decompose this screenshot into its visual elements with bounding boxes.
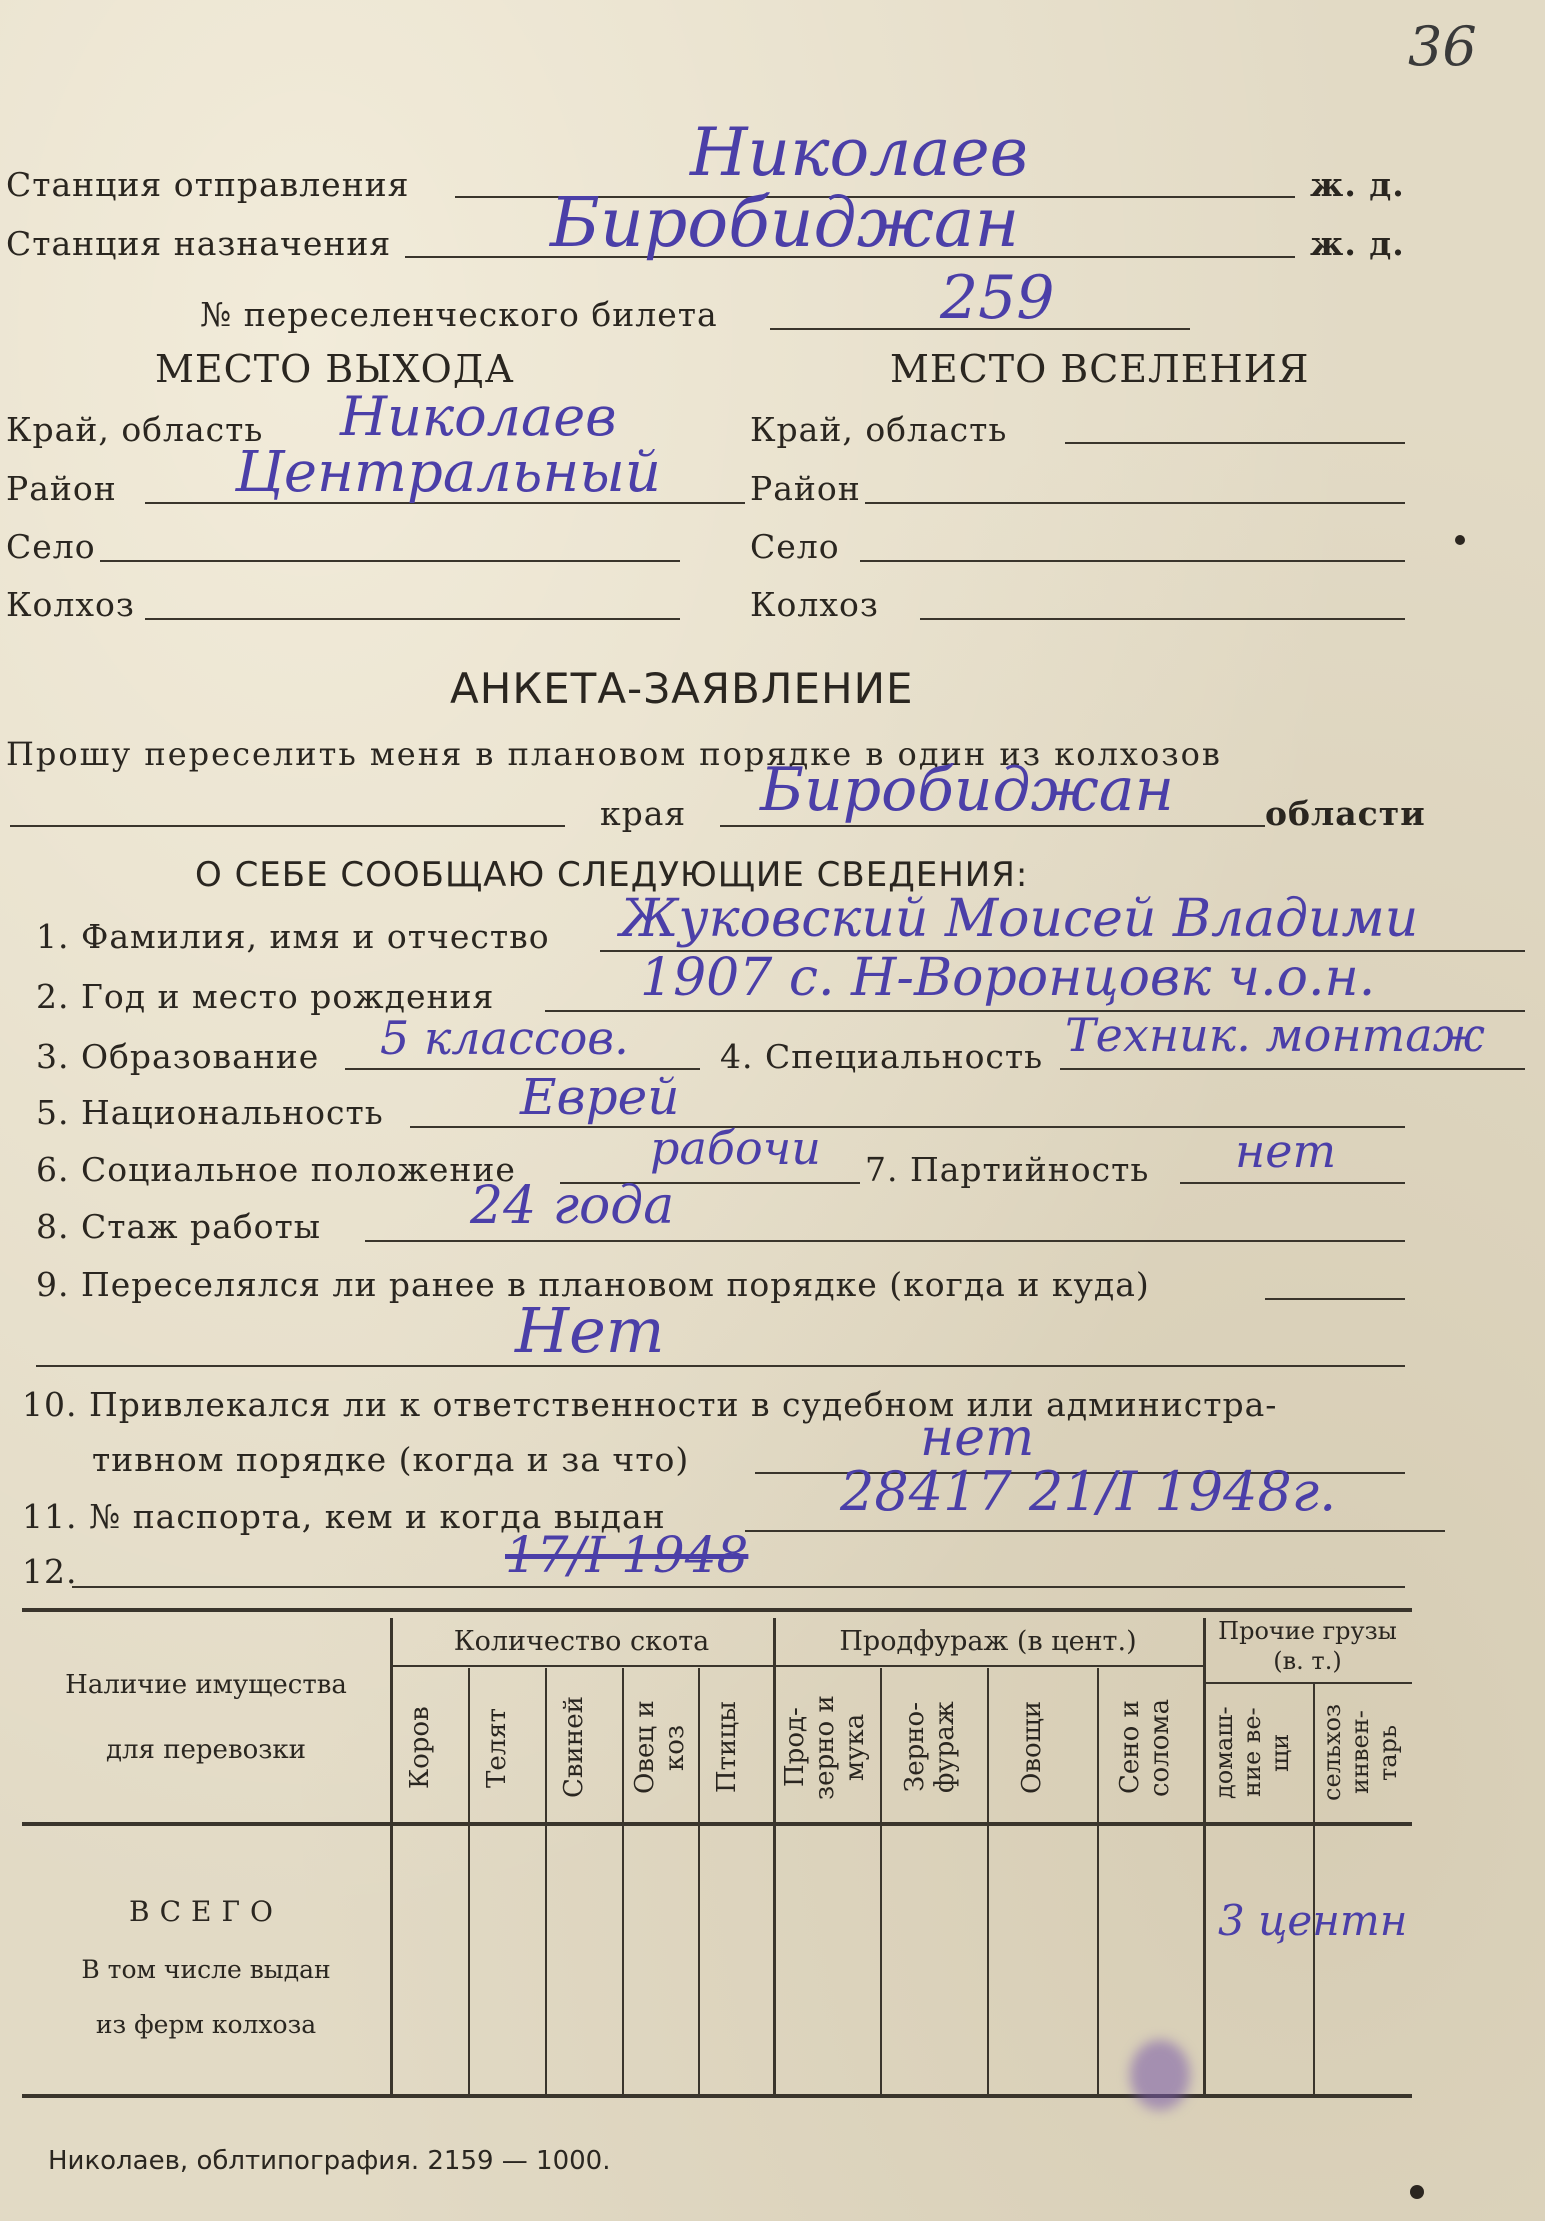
fodder-group-header: Продфураж (в цент.) bbox=[839, 1626, 1137, 1657]
punch-hole bbox=[1410, 2185, 1424, 2199]
livestock-group-line bbox=[390, 1665, 773, 1667]
entry-region-line bbox=[1065, 442, 1405, 444]
table-col-divider bbox=[545, 1668, 547, 2094]
field-5-value: Еврей bbox=[520, 1068, 680, 1126]
entry-heading: МЕСТО ВСЕЛЕНИЯ bbox=[890, 347, 1310, 391]
field-8-value: 24 года bbox=[470, 1176, 675, 1236]
field-2-label: 2. Год и место рождения bbox=[36, 977, 495, 1016]
col-fodder-grain: Зерно- фураж bbox=[900, 1701, 960, 1794]
col-poultry: Птицы bbox=[712, 1701, 742, 1794]
table-col-divider bbox=[622, 1668, 624, 2094]
exit-district-label: Район bbox=[6, 469, 117, 508]
table-col-divider bbox=[698, 1668, 700, 2094]
table-col-divider bbox=[468, 1668, 470, 2094]
destination-railway: ж. д. bbox=[1310, 224, 1405, 263]
table-col-divider bbox=[987, 1668, 989, 2094]
entry-kolkhoz-label: Колхоз bbox=[750, 585, 879, 624]
field-7-line bbox=[1180, 1182, 1405, 1184]
exit-village-line bbox=[100, 560, 680, 562]
col-calves: Телят bbox=[482, 1707, 512, 1788]
destination-value: Биробиджан bbox=[550, 184, 1020, 263]
table-top-border bbox=[22, 1608, 1412, 1612]
field-7-value: нет bbox=[1235, 1124, 1337, 1178]
field-11-line bbox=[745, 1530, 1445, 1532]
krai-label: края bbox=[600, 794, 687, 833]
oblast-line bbox=[720, 825, 1265, 827]
field-9-value: Нет bbox=[515, 1294, 665, 1367]
departure-railway: ж. д. bbox=[1310, 165, 1405, 204]
request-line: Прошу переселить меня в плановом порядке в один из колхозов bbox=[6, 735, 1222, 773]
field-3-label: 3. Образование bbox=[36, 1037, 320, 1076]
field-12-value: 17/I 1948 bbox=[505, 1526, 749, 1584]
entry-village-line bbox=[860, 560, 1405, 562]
entry-district-line bbox=[865, 502, 1405, 504]
form-title: АНКЕТА-ЗАЯВЛЕНИЕ bbox=[450, 664, 914, 713]
col-farm-tools: сельхоз инвен- тарь bbox=[1318, 1703, 1402, 1802]
field-8-label: 8. Стаж работы bbox=[36, 1207, 322, 1246]
col-pigs: Свиней bbox=[559, 1696, 589, 1799]
field-2-value: 1907 с. Н-Воронцовк ч.о.н. bbox=[640, 948, 1376, 1008]
ticket-value: 259 bbox=[940, 263, 1055, 333]
entry-region-label: Край, область bbox=[750, 410, 1008, 449]
fodder-group-line bbox=[773, 1665, 1203, 1667]
exit-kolkhoz-line bbox=[145, 618, 680, 620]
col-grain-flour: Прод- зерно и мука bbox=[780, 1695, 870, 1800]
total-label: ВСЕГО bbox=[129, 1895, 283, 1928]
field-12-line bbox=[72, 1586, 1405, 1588]
table-col-divider bbox=[1097, 1668, 1099, 2094]
field-11-label: 11. № паспорта, кем и когда выдан bbox=[22, 1497, 666, 1536]
field-7-label: 7. Партийность bbox=[865, 1150, 1150, 1189]
table-col-divider bbox=[390, 1618, 393, 2094]
table-col-divider bbox=[1313, 1682, 1315, 2094]
field-6-label: 6. Социальное положение bbox=[36, 1150, 516, 1189]
oblast-label: области bbox=[1265, 794, 1426, 833]
field-12-label: 12. bbox=[22, 1552, 78, 1591]
field-9-line-2 bbox=[36, 1365, 1405, 1367]
field-4-label: 4. Специальность bbox=[720, 1037, 1044, 1076]
field-3-value: 5 классов. bbox=[380, 1011, 629, 1065]
exit-district-value: Центральный bbox=[235, 440, 661, 505]
col-cows: Коров bbox=[405, 1706, 435, 1789]
krai-line bbox=[10, 825, 565, 827]
table-col-divider bbox=[1203, 1618, 1206, 2094]
field-1-value: Жуковский Моисей Владими bbox=[620, 889, 1419, 949]
field-4-line bbox=[1060, 1068, 1525, 1070]
col-vegetables: Овощи bbox=[1017, 1700, 1047, 1795]
destination-label: Станция назначения bbox=[6, 224, 392, 263]
household-value: 3 центн bbox=[1218, 1896, 1408, 1945]
field-11-value: 28417 21/I 1948г. bbox=[840, 1460, 1337, 1523]
row-header-1: Наличие имущества bbox=[65, 1670, 347, 1700]
col-hay-straw: Сено и солома bbox=[1115, 1698, 1175, 1797]
exit-village-label: Село bbox=[6, 527, 96, 566]
entry-district-label: Район bbox=[750, 469, 861, 508]
incl-label-1: В том числе выдан bbox=[81, 1955, 331, 1984]
ink-stain bbox=[1130, 2040, 1190, 2110]
exit-region-value: Николаев bbox=[340, 385, 617, 448]
table-col-divider bbox=[773, 1618, 776, 2094]
field-9-label: 9. Переселялся ли ранее в плановом порядке (когда и куда) bbox=[36, 1265, 1150, 1304]
field-10-label-1: 10. Привлекался ли к ответственности в судебном или администра- bbox=[22, 1385, 1278, 1424]
field-10-label-2: тивном порядке (когда и за что) bbox=[92, 1440, 690, 1479]
col-household: домаш- ние ве- щи bbox=[1210, 1706, 1294, 1799]
oblast-value: Биробиджан bbox=[760, 755, 1175, 825]
entry-village-label: Село bbox=[750, 527, 840, 566]
other-group-line bbox=[1203, 1682, 1412, 1684]
row-header-2: для перевозки bbox=[106, 1735, 306, 1765]
field-1-label: 1. Фамилия, имя и отчество bbox=[36, 917, 550, 956]
exit-kolkhoz-label: Колхоз bbox=[6, 585, 135, 624]
field-9-line bbox=[1265, 1298, 1405, 1300]
exit-heading: МЕСТО ВЫХОДА bbox=[155, 347, 515, 391]
field-6-value: рабочи bbox=[650, 1121, 821, 1175]
other-group-header: Прочие грузы (в. т.) bbox=[1218, 1617, 1397, 1675]
table-bottom-border bbox=[22, 2094, 1412, 2098]
info-heading: О СЕБЕ СООБЩАЮ СЛЕДУЮЩИЕ СВЕДЕНИЯ: bbox=[195, 855, 1029, 895]
incl-label-2: из ферм колхоза bbox=[95, 2010, 317, 2039]
departure-label: Станция отправления bbox=[6, 165, 410, 204]
ticket-label: № переселенческого билета bbox=[200, 295, 718, 334]
field-8-line bbox=[365, 1240, 1405, 1242]
printer-footer: Николаев, облтипография. 2159 — 1000. bbox=[48, 2146, 611, 2176]
entry-kolkhoz-line bbox=[920, 618, 1405, 620]
livestock-group-header: Количество скота bbox=[453, 1626, 710, 1657]
page-number: 36 bbox=[1408, 15, 1477, 78]
field-10-value: нет bbox=[920, 1408, 1035, 1468]
field-5-label: 5. Национальность bbox=[36, 1093, 384, 1132]
field-4-value: Техник. монтаж bbox=[1065, 1008, 1485, 1062]
col-sheep-goats: Овец и коз bbox=[630, 1700, 690, 1795]
departure-value: Николаев bbox=[690, 114, 1029, 191]
exit-region-label: Край, область bbox=[6, 410, 264, 449]
punch-hole bbox=[1455, 535, 1465, 545]
table-col-divider bbox=[880, 1668, 882, 2094]
